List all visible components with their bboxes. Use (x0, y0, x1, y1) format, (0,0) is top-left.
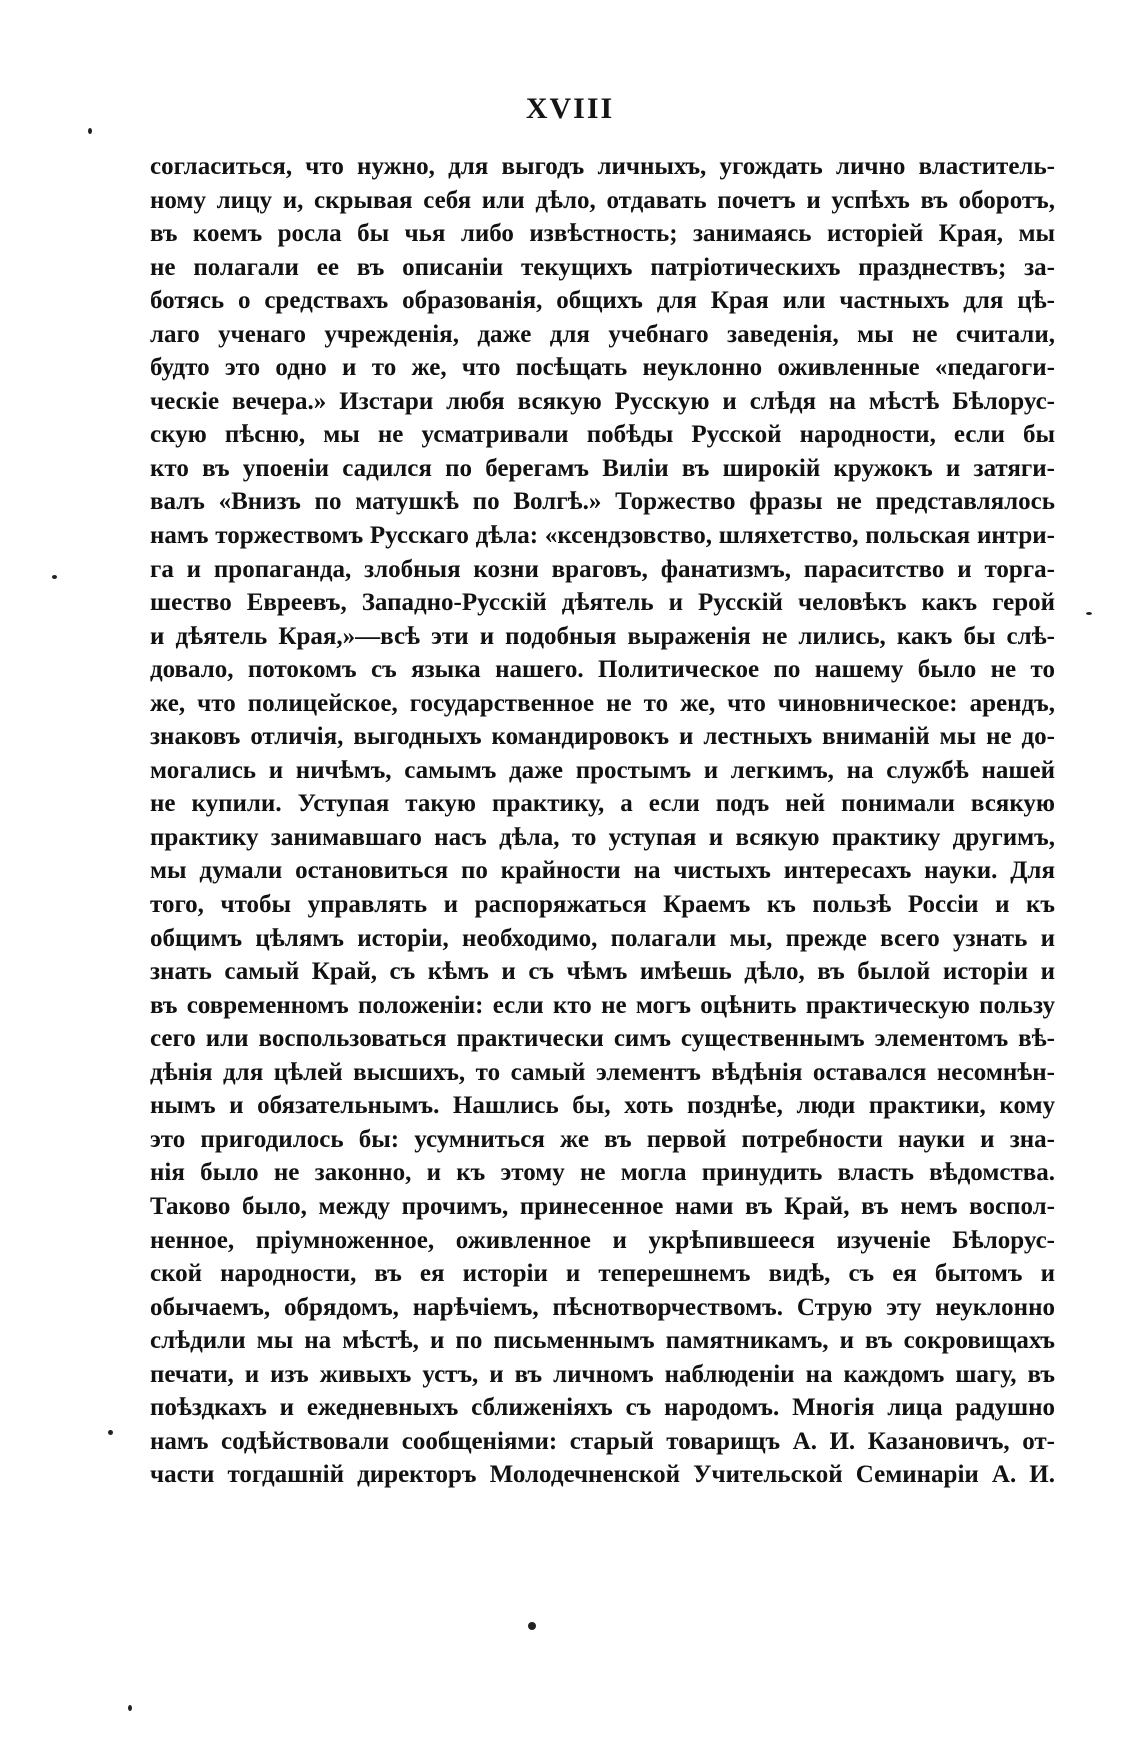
text-line: это пригодилось бы: усумниться же въ первой потребности науки и зна- (150, 1125, 1055, 1153)
text-line: валъ «Внизъ по матушкѣ по Волгѣ.» Торжество фразы не представлялось (150, 488, 1055, 516)
text-line: нымъ и обязательнымъ. Нашлись бы, хоть позднѣе, люди практики, кому (150, 1092, 1055, 1120)
text-line: не купили. Уступая такую практику, а если подъ ней понимали всякую (150, 790, 1055, 818)
text-line: общимъ цѣлямъ исторiи, необходимо, полагали мы, прежде всего узнать и (150, 924, 1055, 952)
scan-speck (128, 1705, 132, 1711)
scan-speck (1086, 612, 1092, 615)
text-line: ботясь о средствахъ образованiя, общихъ для Края или частныхъ для цѣ- (150, 287, 1055, 315)
text-line: кто въ упоенiи садился по берегамъ Вилiи въ широкiй кружокъ и затяги- (150, 454, 1055, 482)
page-number: XVIII (525, 92, 615, 125)
text-line: ному лицу и, скрывая себя или дѣло, отдавать почетъ и успѣхъ въ оборотъ, (150, 186, 1055, 214)
text-line: нiя было не законно, и къ этому не могла принудить власть вѣдомства. (150, 1159, 1055, 1187)
text-line: га и пропаганда, злобныя козни враговъ, фанатизмъ, параситство и торга- (150, 555, 1055, 583)
text-line: же, что полицейское, государственное не то же, что чиновническое: арендъ, (150, 689, 1055, 717)
text-line: будто это одно и то же, что посѣщать неуклонно оживленные «педагоги- (150, 354, 1055, 382)
text-line: и дѣятель Края,»—всѣ эти и подобныя выраженiя не лились, какъ бы слѣ- (150, 622, 1055, 650)
text-line: поѣздкахъ и ежедневныхъ сближенiяхъ съ народомъ. Многiя лица радушно (150, 1394, 1055, 1422)
text-line: практику занимавшаго насъ дѣла, то уступая и всякую практику другимъ, (150, 823, 1055, 851)
text-line: дѣнiя для цѣлей высшихъ, то самый элементъ вѣдѣнiя оставался несомнѣн- (150, 1058, 1055, 1086)
scan-speck (108, 1430, 113, 1435)
text-line: не полагали ее въ описанiи текущихъ патрiотическихъ празднествъ; за- (150, 253, 1055, 281)
text-line: слѣдили мы на мѣстѣ, и по письменнымъ памятникамъ, и въ сокровищахъ (150, 1327, 1055, 1355)
text-line: ческiе вечера.» Изстари любя всякую Русскую и слѣдя на мѣстѣ Бѣлорус- (150, 387, 1055, 415)
text-line: Таково было, между прочимъ, принесенное нами въ Край, въ немъ воспол- (150, 1192, 1055, 1220)
scan-speck (88, 128, 92, 134)
text-line: ненное, прiумноженное, оживленное и укрѣпившееся изученiе Бѣлорус- (150, 1226, 1055, 1254)
text-line: печати, и изъ живыхъ устъ, и въ личномъ наблюденiи на каждомъ шагу, въ (150, 1360, 1055, 1388)
text-line: въ коемъ росла бы чья либо извѣстность; занимаясь исторiей Края, мы (150, 220, 1055, 248)
text-line: обычаемъ, обрядомъ, нарѣчiемъ, пѣснотворчествомъ. Струю эту неуклонно (150, 1293, 1055, 1321)
text-line: скую пѣсню, мы не усматривали побѣды Русской народности, если бы (150, 421, 1055, 449)
text-line: сего или воспользоваться практически симъ существеннымъ элементомъ вѣ- (150, 1025, 1055, 1053)
scan-speck (528, 1622, 536, 1630)
text-line: знать самый Край, съ кѣмъ и съ чѣмъ имѣешь дѣло, въ былой исторiи и (150, 958, 1055, 986)
scan-speck (52, 575, 57, 579)
body-text (150, 150, 1055, 1492)
text-line: знаковъ отличiя, выгодныхъ командировокъ и лестныхъ вниманiй мы не до- (150, 723, 1055, 751)
text-line: въ современномъ положенiи: если кто не могъ оцѣнить практическую пользу (150, 991, 1055, 1019)
text-line: намъ содѣйствовали сообщенiями: старый товарищъ А. И. Казановичъ, от- (150, 1427, 1055, 1455)
text-line: лаго ученаго учрежденiя, даже для учебнаго заведенiя, мы не считали, (150, 320, 1055, 348)
text-line: шество Евреевъ, Западно-Русскiй дѣятель и Русскiй человѣкъ какъ герой (150, 589, 1055, 617)
text-line: ской народности, въ ея исторiи и теперешнемъ видѣ, съ ея бытомъ и (150, 1260, 1055, 1288)
text-line: согласиться, что нужно, для выгодъ личныхъ, угождать лично властитель- (150, 153, 1055, 180)
text-line: могались и ничѣмъ, самымъ даже простымъ и легкимъ, на службѣ нашей (150, 756, 1055, 784)
text-line: части тогдашнiй директоръ Молодечненской Учительской Семинарiи А. И. (150, 1461, 1055, 1489)
text-line: мы думали остановиться по крайности на чистыхъ интересахъ науки. Для (150, 857, 1055, 885)
text-line: намъ торжествомъ Русскаго дѣла: «ксендзовство, шляхетство, польская интри- (150, 522, 1055, 550)
text-line: довало, потокомъ съ языка нашего. Политическое по нашему было не то (150, 656, 1055, 684)
text-line: того, чтобы управлять и распоряжаться Краемъ къ пользѣ Россiи и къ (150, 891, 1055, 919)
